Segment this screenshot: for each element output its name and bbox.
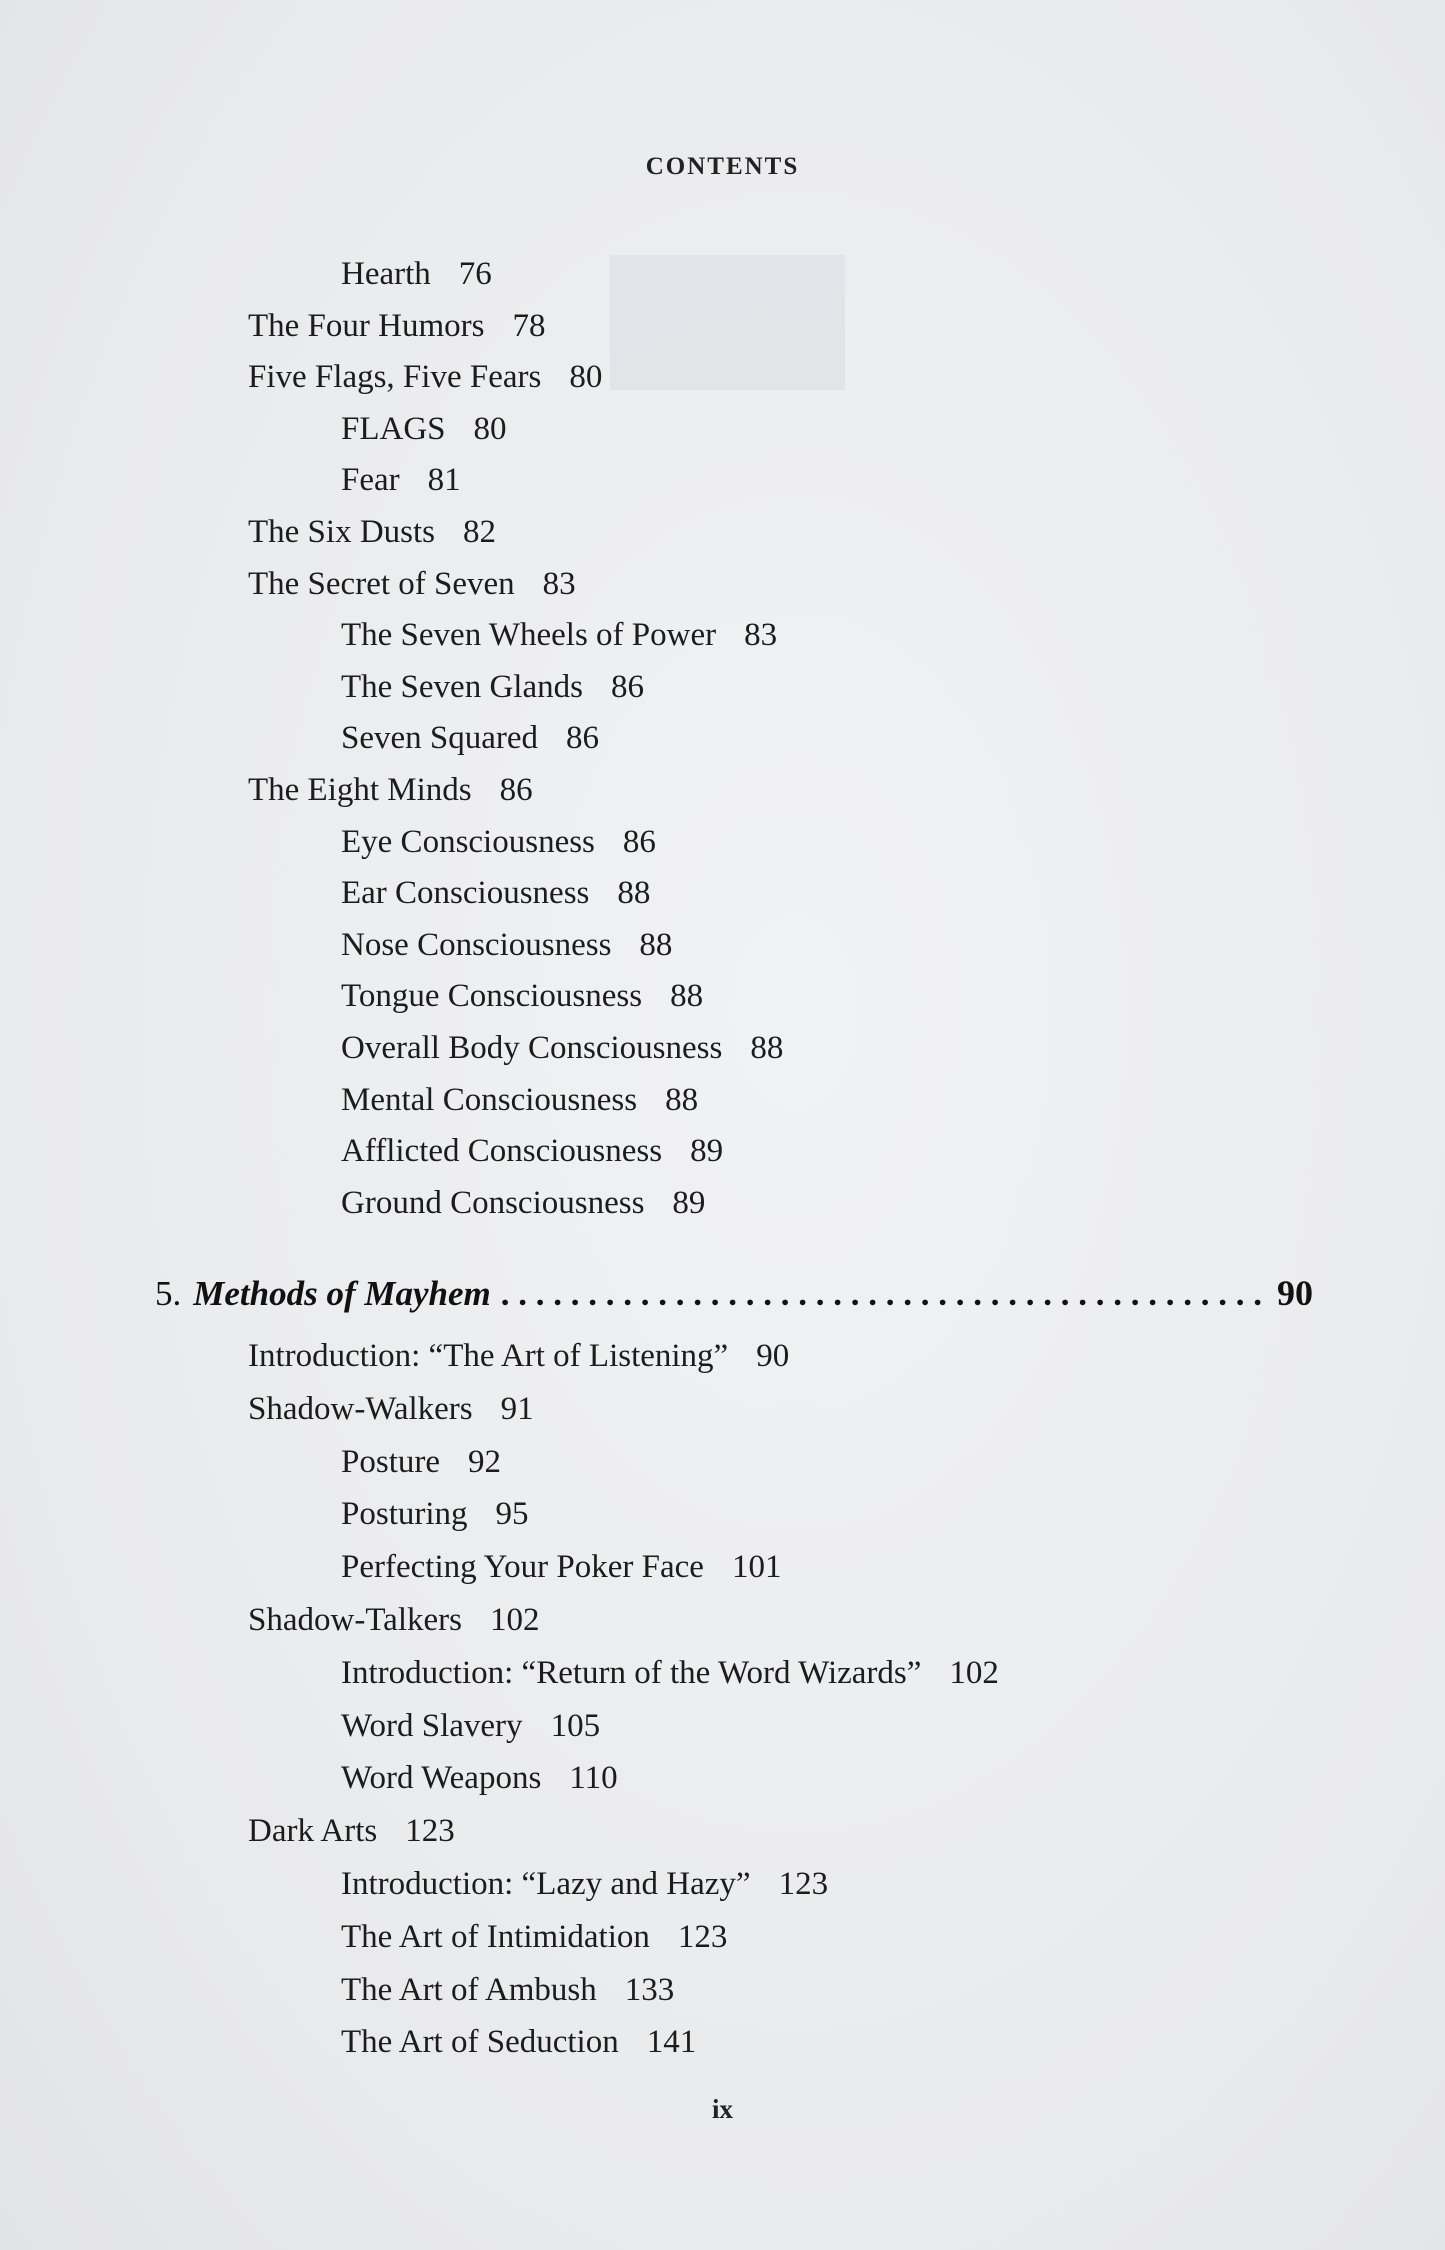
toc-entry <box>248 306 545 346</box>
toc-entry <box>341 1653 999 1693</box>
toc-entry-page: 123 <box>677 1918 728 1955</box>
toc-entry-title: The Seven Wheels of Power <box>341 617 717 654</box>
toc-entry-page: 88 <box>670 978 704 1015</box>
toc-entry-page: 95 <box>495 1496 529 1533</box>
toc-entry <box>248 1389 534 1429</box>
toc-entry <box>341 1183 705 1223</box>
page-number: ix <box>711 2094 733 2124</box>
toc-entry-title: Hearth <box>341 256 431 292</box>
toc-entry-title: Perfecting Your Poker Face <box>341 1549 704 1586</box>
toc-entry-page: 91 <box>500 1390 534 1427</box>
toc-entry-title: Posture <box>341 1443 440 1480</box>
toc-entry-page: 88 <box>665 1081 699 1118</box>
toc-entry-title: Mental Consciousness <box>341 1081 638 1118</box>
toc-entry-page: 90 <box>756 1338 790 1374</box>
toc-entry-title: Nose Consciousness <box>341 926 612 963</box>
toc-entry-page: 88 <box>750 1030 784 1066</box>
toc-entry-page: 105 <box>550 1707 601 1744</box>
toc-entry-page: 88 <box>639 926 673 963</box>
chapter-page: 90 <box>1277 1273 1313 1313</box>
toc-entry-page: 83 <box>744 617 778 654</box>
toc-entry-title: Introduction: “The Art of Listening” <box>248 1338 729 1374</box>
toc-entry-title: Five Flags, Five Fears <box>248 359 542 396</box>
toc-entry-page: 101 <box>731 1549 782 1586</box>
toc-entry-page: 102 <box>949 1654 999 1691</box>
toc-entry <box>341 1706 600 1746</box>
toc-entry-title: Introduction: “Lazy and Hazy” <box>341 1866 751 1902</box>
toc-entry <box>248 1336 789 1376</box>
toc-entry-title: Posturing <box>341 1496 468 1533</box>
toc-entry-title: Introduction: “Return of the Word Wizards” <box>341 1654 922 1691</box>
toc-entry <box>341 1131 723 1171</box>
toc-entry-title: Afflicted Consciousness <box>341 1133 663 1170</box>
toc-entry <box>248 1811 455 1851</box>
toc-entry <box>341 1494 529 1534</box>
toc-entry-page: 81 <box>427 462 461 499</box>
toc-entry <box>248 512 496 552</box>
toc-entry <box>341 460 461 500</box>
toc-entry-title: Shadow-Walkers <box>248 1390 473 1427</box>
toc-entry <box>341 1442 501 1482</box>
toc-entry-page: 89 <box>672 1184 706 1221</box>
toc-entry-title: FLAGS <box>341 410 446 447</box>
toc-entry <box>341 667 644 707</box>
toc-entry <box>341 873 650 913</box>
toc-entry <box>248 770 533 810</box>
chapter-number: 5. <box>155 1274 182 1313</box>
toc-entry <box>341 925 672 965</box>
toc-entry-page: 86 <box>622 823 656 860</box>
toc-entry-title: Overall Body Consciousness <box>341 1030 723 1066</box>
toc-entry-title: Ear Consciousness <box>341 875 590 912</box>
toc-entry-page: 123 <box>405 1813 455 1850</box>
chapter-heading <box>155 1272 1313 1314</box>
toc-entry-page: 76 <box>458 256 492 292</box>
toc-entry <box>341 1547 781 1587</box>
toc-entry-title: The Six Dusts <box>248 514 436 550</box>
toc-entry-page: 86 <box>610 668 644 705</box>
toc-entry-title: The Secret of Seven <box>248 565 515 602</box>
toc-entry <box>341 1028 783 1068</box>
toc-entry <box>341 254 492 294</box>
toc-entry <box>341 409 507 449</box>
toc-entry <box>341 1864 828 1904</box>
toc-entry <box>341 1970 674 2010</box>
toc-entry-title: Tongue Consciousness <box>341 978 643 1015</box>
toc-entry-title: Fear <box>341 462 400 499</box>
toc-entry-page: 78 <box>512 307 546 344</box>
toc-entry-title: Word Slavery <box>341 1707 523 1744</box>
toc-entry-page: 102 <box>489 1602 540 1638</box>
toc-entry-page: 86 <box>499 772 533 808</box>
toc-entry-title: The Art of Intimidation <box>341 1918 650 1955</box>
toc-entry-title: Word Weapons <box>341 1760 542 1797</box>
toc-entry <box>341 718 599 758</box>
toc-entry-page: 82 <box>463 514 497 550</box>
toc-entry <box>248 357 602 397</box>
toc-entry-title: The Eight Minds <box>248 772 472 808</box>
toc-entry <box>341 1758 618 1798</box>
page-header: CONTENTS <box>645 153 800 180</box>
toc-entry-page: 123 <box>778 1866 829 1902</box>
toc-entry-page: 141 <box>646 2024 697 2061</box>
toc-entry <box>341 1917 727 1957</box>
toc-entry <box>341 615 777 655</box>
dot-leader <box>501 1274 1267 1314</box>
toc-entry <box>341 2022 696 2062</box>
toc-entry-title: The Art of Ambush <box>341 1971 597 2008</box>
toc-entry-page: 80 <box>569 359 603 396</box>
toc-entry <box>341 1080 698 1120</box>
toc-entry-page: 88 <box>617 875 651 912</box>
toc-entry-title: Seven Squared <box>341 720 539 757</box>
toc-entry-title: Eye Consciousness <box>341 823 595 860</box>
toc-entry <box>248 1600 539 1640</box>
toc-entry-title: The Art of Seduction <box>341 2024 619 2061</box>
toc-entry-title: Shadow-Talkers <box>248 1602 462 1638</box>
toc-entry-page: 83 <box>542 565 576 602</box>
toc-entry-title: Dark Arts <box>248 1813 378 1850</box>
toc-entry-title: The Seven Glands <box>341 668 583 705</box>
toc-entry-title: Ground Consciousness <box>341 1184 645 1221</box>
toc-entry-page: 89 <box>690 1133 724 1170</box>
toc-entry-page: 110 <box>569 1760 618 1797</box>
toc-entry-page: 92 <box>468 1443 501 1480</box>
toc-entry-page: 133 <box>624 1971 675 2008</box>
toc-entry-page: 86 <box>566 720 600 757</box>
chapter-title: Methods of Mayhem <box>193 1274 491 1313</box>
toc-entry <box>341 976 703 1016</box>
toc-entry-title: The Four Humors <box>248 307 485 344</box>
toc-entry-page: 80 <box>473 410 507 447</box>
toc-entry <box>341 822 656 862</box>
toc-entry <box>248 564 576 604</box>
